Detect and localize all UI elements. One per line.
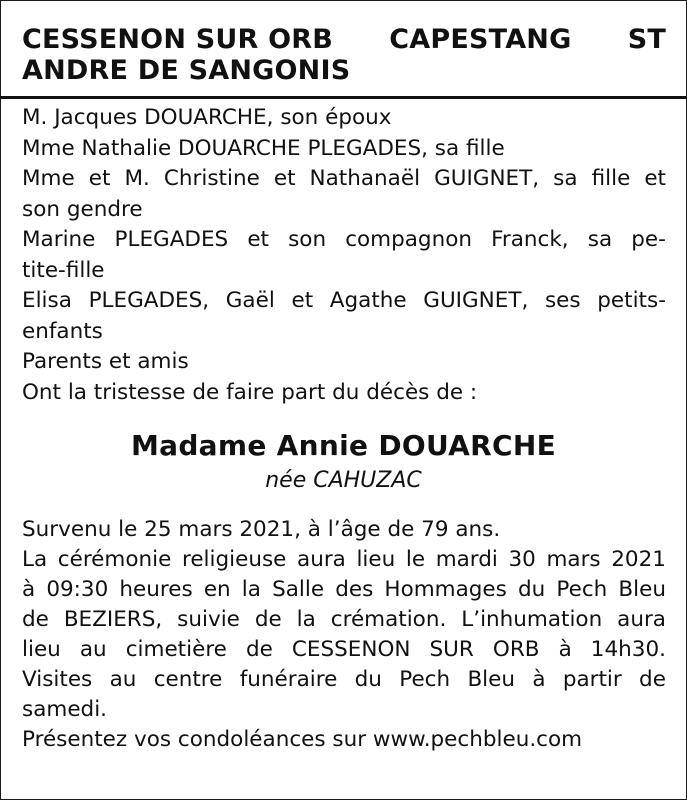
word: BEZIERS, (63, 607, 163, 632)
word: Marine (22, 227, 96, 252)
family-list (22, 103, 666, 408)
word: Nathanaël (309, 166, 421, 191)
word: le (405, 547, 426, 572)
word: M. (124, 166, 150, 191)
word: des (335, 577, 374, 602)
word: aura (297, 547, 346, 572)
word: et (644, 166, 666, 191)
word: à (532, 667, 546, 692)
family-line (22, 164, 666, 195)
word: à (22, 577, 36, 602)
word: 30 (508, 547, 536, 572)
word: du (354, 667, 382, 692)
word: 14h30. (590, 637, 666, 662)
funeral-details (22, 515, 666, 755)
family-line: enfants (22, 318, 103, 344)
header-town-3-part-2: ANDRE DE SANGONIS (22, 55, 351, 86)
header-line-1 (22, 24, 666, 55)
family-line: Mme Nathalie DOUARCHE PLEGADES, sa fille (22, 135, 505, 161)
header-town-2: CAPESTANG (389, 24, 572, 55)
word: de (245, 637, 273, 662)
word: sa (553, 166, 578, 191)
word: de (639, 667, 666, 692)
word: ORB (492, 637, 540, 662)
header-town-1: CESSENON SUR ORB (22, 24, 334, 55)
word: et (247, 227, 269, 252)
word: pe- (631, 227, 666, 252)
word: Bleu (618, 577, 666, 602)
word: L’inhumation (461, 607, 603, 632)
family-line (22, 286, 666, 317)
word: centre (153, 667, 223, 692)
word: aura (617, 607, 666, 632)
word: lieu (356, 547, 396, 572)
word: en (203, 577, 231, 602)
word: ses (544, 288, 581, 313)
word: au (109, 667, 137, 692)
details-line (22, 605, 666, 635)
word: son (288, 227, 327, 252)
condolences-line: Présentez vos condoléances sur www.pechbleu.com (22, 727, 583, 752)
word: Hommages (384, 577, 507, 602)
word: mardi (435, 547, 498, 572)
word: compagnon (345, 227, 472, 252)
details-line (22, 545, 666, 575)
word: Christine (163, 166, 260, 191)
deceased-maiden-name: née CAHUZAC (265, 468, 422, 493)
word: Pech (556, 577, 608, 602)
word: Pech (399, 667, 451, 692)
word: La (22, 547, 48, 572)
header-line-2 (22, 55, 666, 86)
word: au (79, 637, 107, 662)
word: Gaël (225, 288, 275, 313)
word: heures (119, 577, 193, 602)
word: SUR (429, 637, 474, 662)
word: crémation. (330, 607, 447, 632)
word: à (558, 637, 572, 662)
word: GUIGNET, (423, 288, 529, 313)
word: Salle (272, 577, 325, 602)
word: et (291, 288, 314, 313)
word: fille (591, 166, 631, 191)
word: suivie (177, 607, 240, 632)
word: religieuse (181, 547, 287, 572)
word: et (273, 166, 296, 191)
word: Mme (22, 166, 75, 191)
details-line (22, 635, 666, 665)
word: GUIGNET, (434, 166, 540, 191)
word: sa (587, 227, 613, 252)
header-divider (0, 96, 687, 99)
word: de (254, 607, 282, 632)
word: de (22, 607, 49, 632)
word: CESSENON (291, 637, 411, 662)
word: cérémonie (57, 547, 172, 572)
details-line (22, 575, 666, 605)
word: PLEGADES (114, 227, 229, 252)
word: partir (562, 667, 622, 692)
header-town-3-part-1: ST (627, 24, 666, 55)
word: Bleu (467, 667, 516, 692)
family-line: Parents et amis (22, 349, 189, 374)
word: Visites (22, 667, 93, 692)
family-line: M. Jacques DOUARCHE, son époux (22, 105, 392, 130)
word: du (518, 577, 546, 602)
family-line (22, 225, 666, 256)
details-line: samedi. (22, 697, 108, 722)
word: cimetière (125, 637, 227, 662)
word: et (88, 166, 111, 191)
word: Elisa (22, 288, 72, 313)
word: mars (546, 547, 601, 572)
word: funéraire (239, 667, 338, 692)
word: 09:30 (46, 577, 109, 602)
word: PLEGADES, (88, 288, 210, 313)
word: Franck, (491, 227, 569, 252)
details-line (22, 665, 666, 695)
details-line: Survenu le 25 mars 2021, à l’âge de 79 ans. (22, 517, 501, 542)
family-line: tite-fille (22, 257, 105, 283)
word: Agathe (329, 288, 407, 313)
word: 2021 (611, 547, 666, 572)
family-line: son gendre (22, 196, 143, 222)
notice-header (22, 24, 666, 86)
announcement-line: Ont la tristesse de faire part du décès de : (22, 379, 478, 405)
word: lieu (22, 637, 61, 662)
word: la (241, 577, 261, 602)
deceased-name: Madame Annie DOUARCHE (130, 429, 557, 462)
word: petits- (597, 288, 666, 313)
word: la (296, 607, 316, 632)
